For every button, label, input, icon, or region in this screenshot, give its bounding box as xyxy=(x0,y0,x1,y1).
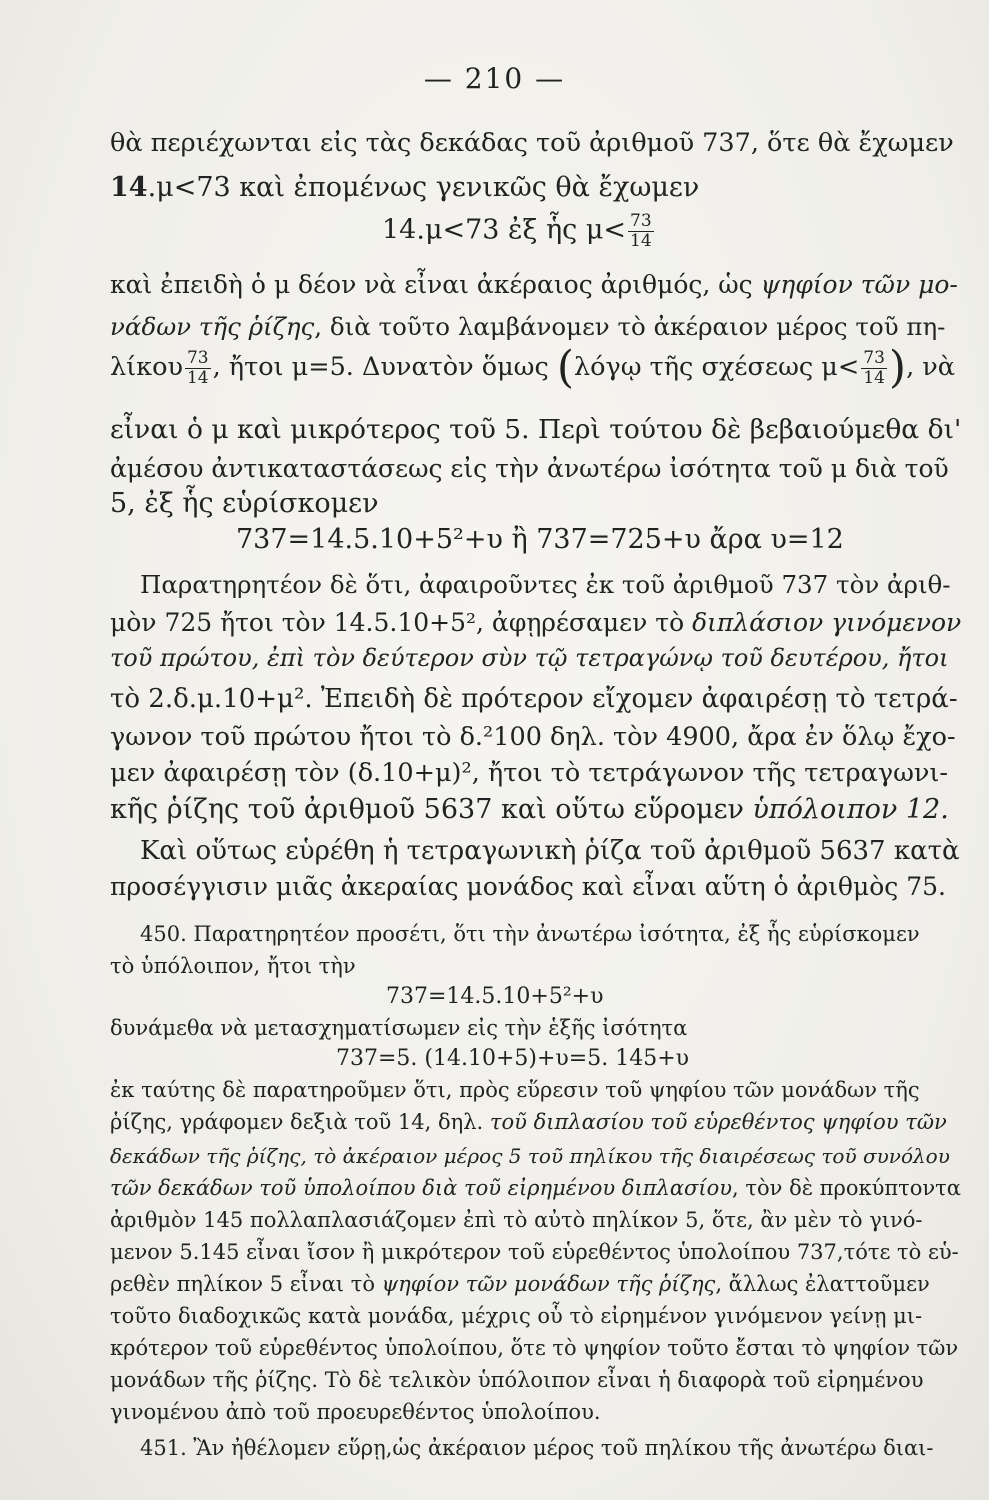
text-span: , ἄλλως ἐλαττοῦμεν xyxy=(715,1272,930,1296)
text-line xyxy=(140,1436,934,1460)
text-span: μονάδων τῆς ῥίζης. Τὸ δὲ τελικὸν ὑπόλοιπον εἶναι ἡ διαφορὰ τοῦ εἰρημένου xyxy=(110,1368,924,1392)
equation-line xyxy=(236,524,844,555)
fraction-numerator: 73 xyxy=(863,347,885,368)
text-span: 450. Παρατηρητέον προσέτι, ὅτι τὴν ἀνωτέρω ἰσότητα, ἐξ ἧς εὑρίσκομεν xyxy=(140,922,920,946)
text-span: μενον 5.145 εἶναι ἴσον ἢ μικρότερον τοῦ εὑρεθέντος ὑπολοίπου 737,τότε τὸ εὑ- xyxy=(110,1240,959,1264)
text-line xyxy=(110,794,949,825)
text-line xyxy=(110,1110,947,1134)
text-line xyxy=(110,1368,923,1392)
text-span: δυνάμεθα νὰ μετασχηματίσωμεν εἰς τὴν ἑξῆς ἰσότητα xyxy=(110,1016,688,1040)
text-span: ρεθὲν πηλίκον 5 εἶναι τὸ xyxy=(110,1272,382,1296)
italic-span: ψηφίον τῶν μονάδων τῆς ῥίζης xyxy=(381,1272,716,1296)
text-line xyxy=(110,1336,958,1360)
text-line xyxy=(110,684,958,714)
text-line xyxy=(110,414,961,445)
text-line xyxy=(110,1176,961,1200)
text-span: ῥίζης, γράφομεν δεξιὰ τοῦ 14, δηλ. xyxy=(110,1110,490,1134)
fraction-denominator: 14 xyxy=(186,367,209,388)
text-span: 5, ἐξ ἧς εὑρίσκομεν xyxy=(110,488,379,519)
equation-line xyxy=(382,212,656,250)
text-span: γινομένου ἀπὸ τοῦ προευρεθέντος ὑπολοίπου. xyxy=(110,1400,601,1424)
text-span: κρότερον τοῦ εὑρεθέντος ὑπολοίπου, ὅτε τὸ ψηφίον τοῦτο ἔσται τὸ ψηφίον τῶν xyxy=(110,1336,959,1360)
text-line xyxy=(110,312,945,341)
text-span: ἀριθμὸν 145 πολλαπλασιάζομεν ἐπὶ τὸ αὐτὸ πηλίκον 5, ὅτε, ἂν μὲν τὸ γινό- xyxy=(110,1208,923,1232)
text-span: ἐκ ταύτης δὲ παρατηροῦμεν ὅτι, πρὸς εὕρεσιν τοῦ ψηφίου τῶν μονάδων τῆς xyxy=(110,1078,920,1102)
italic-span: τοῦ διπλασίου τοῦ εὑρεθέντος ψηφίου τῶν xyxy=(489,1110,947,1134)
equation-text: 737=5. (14.10+5)+υ=5. 145+υ xyxy=(336,1046,690,1071)
text-span: , νὰ xyxy=(906,352,955,382)
italic-span: τῶν δεκάδων τοῦ ὑπολοίπου διὰ τοῦ εἰρημένου διπλασίου xyxy=(110,1176,733,1200)
text-line xyxy=(110,722,956,752)
italic-span: δεκάδων τῆς ῥίζης, τὸ ἀκέραιον μέρος 5 τοῦ πηλίκου τῆς διαιρέσεως τοῦ συνόλου xyxy=(110,1144,950,1168)
text-line xyxy=(110,1400,601,1424)
text-span: Καὶ οὕτως εὑρέθη ἡ τετραγωνικὴ ῥίζα τοῦ ἀριθμοῦ 5637 κατὰ xyxy=(140,836,960,866)
text-line xyxy=(110,1208,923,1232)
text-line xyxy=(140,922,920,946)
text-line xyxy=(110,1240,959,1264)
text-line xyxy=(110,342,955,393)
equation-line xyxy=(386,984,603,1009)
text-span: γωνον τοῦ πρώτου ἤτοι τὸ δ.²100 δηλ. τὸν 4900, ἄρα ἐν ὅλῳ ἔχο- xyxy=(110,722,956,752)
page-number: — 210 — xyxy=(423,62,566,95)
text-span: τὸ 2.δ.μ.10+μ². Ἐπειδὴ δὲ πρότερον εἴχομεν ἀφαιρέσῃ τὸ τετρά- xyxy=(110,684,958,714)
text-line xyxy=(110,128,954,158)
text-line xyxy=(110,172,699,203)
text-span: Παρατηρητέον δὲ ὅτι, ἀφαιροῦντες ἐκ τοῦ ἀριθμοῦ 737 τὸν ἀριθ- xyxy=(140,570,951,599)
text-line xyxy=(140,570,951,599)
text-line xyxy=(110,1144,950,1168)
text-span: κῆς ῥίζης τοῦ ἀριθμοῦ 5637 καὶ οὕτω εὕρομεν xyxy=(110,794,753,825)
text-span: , διὰ τοῦτο λαμβάνομεν τὸ ἀκέραιον μέρος τοῦ πη- xyxy=(314,312,946,341)
equation-line xyxy=(336,1046,689,1071)
text-span: 451. Ἂν ἠθέλομεν εὕρῃ,ὡς ἀκέραιον μέρος τοῦ πηλίκου τῆς ἀνωτέρω διαι- xyxy=(140,1436,934,1460)
text-line xyxy=(110,270,958,299)
text-line xyxy=(140,836,960,866)
text-line xyxy=(110,954,356,978)
text-line xyxy=(110,1078,920,1102)
equation-text: 14.μ<73 ἐξ ἧς μ< xyxy=(382,214,627,246)
fraction-numerator: 73 xyxy=(630,211,652,231)
text-line xyxy=(110,454,949,483)
text-span: καὶ ἐπειδὴ ὁ μ δέον νὰ εἶναι ἀκέραιος ἀριθμός, ὡς xyxy=(110,270,761,299)
equation-text: 737=14.5.10+5²+υ xyxy=(386,984,604,1009)
text-span: τὸ ὑπόλοιπον, ἤτοι τὴν xyxy=(110,954,356,978)
text-span: λίκου xyxy=(110,352,183,382)
bold-span: 14 xyxy=(110,172,148,203)
italic-span: ψηφίον τῶν μο- xyxy=(760,270,958,299)
text-span: , τὸν δὲ προκύπτοντα xyxy=(732,1176,961,1200)
equation-text: 737=14.5.10+5²+υ ἢ 737=725+υ ἄρα υ=12 xyxy=(236,524,844,555)
text-span: θὰ περιέχωνται εἰς τὰς δεκάδας τοῦ ἀριθμοῦ 737, ὅτε θὰ ἔχωμεν xyxy=(110,128,954,158)
fraction xyxy=(861,349,887,387)
text-span: ἀμέσου ἀντικαταστάσεως εἰς τὴν ἀνωτέρω ἰσότητα τοῦ μ διὰ τοῦ xyxy=(110,454,949,483)
text-line xyxy=(110,1016,687,1040)
text-line xyxy=(110,644,949,672)
fraction-denominator: 14 xyxy=(863,367,885,388)
fraction-denominator: 14 xyxy=(630,230,652,251)
close-paren: ) xyxy=(888,342,907,393)
text-line xyxy=(110,758,948,788)
italic-span: τοῦ πρώτου, ἐπὶ τὸν δεύτερον σὺν τῷ τετραγώνῳ τοῦ δευτέρου, ἤτοι xyxy=(110,644,949,672)
open-paren: ( xyxy=(556,342,575,393)
text-span: λόγῳ τῆς σχέσεως μ< xyxy=(574,352,860,382)
fraction xyxy=(185,349,211,387)
text-span: , ἤτοι μ=5. Δυνατὸν ὅμως xyxy=(212,352,549,382)
italic-span: νάδων τῆς ῥίζης xyxy=(110,312,315,341)
fraction xyxy=(628,212,654,250)
text-span: .μ<73 καὶ ἐπομένως γενικῶς θὰ ἔχωμεν xyxy=(147,172,700,203)
fraction-numerator: 73 xyxy=(186,347,209,368)
text-line xyxy=(110,1304,922,1328)
text-line xyxy=(110,1272,930,1296)
italic-span: ὑπόλοιπον 12. xyxy=(752,794,949,825)
text-span: τοῦτο διαδοχικῶς κατὰ μονάδα, μέχρις οὗ τὸ εἰρημένον γινόμενον γείνῃ μι- xyxy=(110,1304,923,1328)
text-span: μεν ἀφαιρέσῃ τὸν (δ.10+μ)², ἤτοι τὸ τετράγωνον τῆς τετραγωνι- xyxy=(110,758,949,788)
text-span: μὸν 725 ἤτοι τὸν 14.5.10+5², ἀφῃρέσαμεν τὸ xyxy=(110,608,693,637)
text-line xyxy=(110,608,961,637)
text-line xyxy=(110,488,379,519)
text-span: εἶναι ὁ μ καὶ μικρότερος τοῦ 5. Περὶ τούτου δὲ βεβαιούμεθα δι' xyxy=(110,414,962,445)
italic-span: διπλάσιον γινόμενον xyxy=(692,608,962,637)
text-line xyxy=(110,872,946,901)
text-span: προσέγγισιν μιᾶς ἀκεραίας μονάδος καὶ εἶναι αὕτη ὁ ἀριθμὸς 75. xyxy=(110,872,946,901)
